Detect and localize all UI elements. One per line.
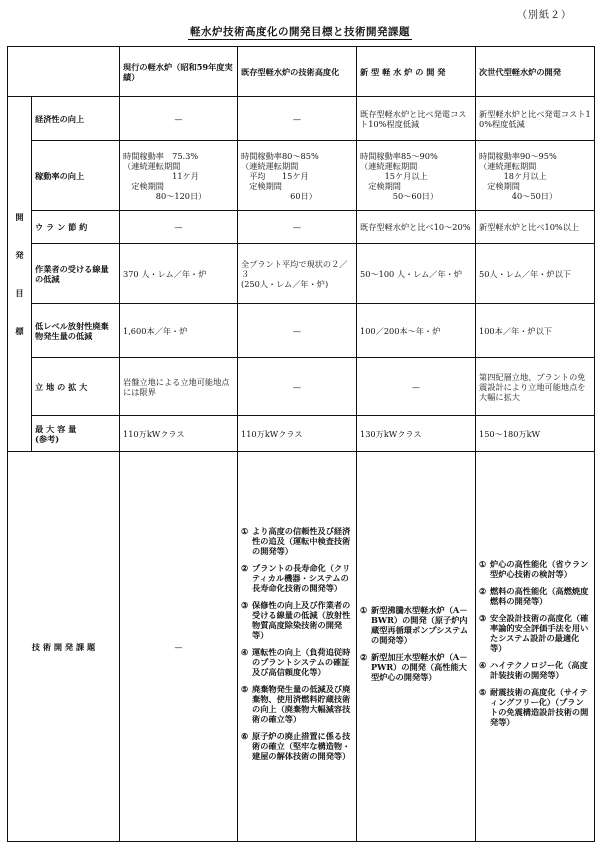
tech-cell-existing	[238, 452, 357, 842]
tech-text: 運転性の向上（負荷追従時のプラントシステムの確証及び高信頼度化等）	[252, 646, 351, 677]
goal-label: 低レベル放射性廃棄物発生量の低減	[32, 304, 120, 358]
tech-item	[241, 563, 353, 593]
tech-num: ②	[479, 586, 487, 596]
goal-cell: 新型軽水炉と比べ発電コスト10%程度低減	[476, 97, 595, 141]
tech-row	[8, 452, 595, 842]
goal-label: 作業者の受ける線量の低減	[32, 244, 120, 304]
goal-cell: —	[238, 304, 357, 358]
tech-text: 新型沸騰水型軽水炉（A－BWR）の開発（原子炉内蔵型再循環ポンプシステムの開発等）	[371, 604, 469, 645]
goal-cell: 50人・レム／年・炉以下	[476, 244, 595, 304]
tech-item	[360, 652, 472, 682]
tech-text: 原子炉の廃止措置に係る技術の確立（堅牢な構造物・建屋の解体技術の開発等）	[252, 730, 351, 761]
goal-row-siting	[8, 358, 595, 416]
goal-cell: 時間稼動率 75.3% （連続運転期間 11ケ月 定検期間 80〜120日）	[120, 141, 238, 211]
goal-label: 稼動率の向上	[32, 141, 120, 211]
goal-cell: —	[238, 211, 357, 244]
tech-cell-next	[476, 452, 595, 842]
goal-cell: 130万kWクラス	[357, 416, 476, 452]
tech-text: 新型加圧水型軽水炉（A－PWR）の開発（高性能大型炉心の開発等）	[371, 651, 468, 682]
tech-item	[360, 605, 472, 645]
col-header-current: 現行の軽水炉（昭和59年度実績）	[120, 47, 238, 97]
goal-label: 最 大 容 量 (参考)	[32, 416, 120, 452]
goal-cell: 150〜180万kW	[476, 416, 595, 452]
tech-num: ⑤	[479, 687, 487, 697]
tech-item	[241, 731, 353, 761]
goal-cell: 時間稼動率85〜90% （連続運転期間 15ケ月以上 定検期間 50〜60日）	[357, 141, 476, 211]
tech-text: 耐震技術の高度化（サイティングフリー化）（プラントの免震構造設計技術の開発等）	[490, 687, 589, 727]
goal-cell: 第四紀層立地、プラントの免震設計により立地可能地点を大幅に拡大	[476, 358, 595, 416]
tech-text: 炉心の高性能化（省ウラン型炉心技術の検討等）	[490, 559, 589, 579]
header-row	[8, 47, 595, 97]
tech-item	[479, 586, 591, 606]
goal-label: 経済性の向上	[32, 97, 120, 141]
goal-row-economy	[8, 97, 595, 141]
goal-cell: 既存型軽水炉と比べ発電コスト10%程度低減	[357, 97, 476, 141]
tech-item	[241, 684, 353, 724]
goal-cell: 新型軽水炉と比べ10%以上	[476, 211, 595, 244]
goal-cell: 110万kWクラス	[120, 416, 238, 452]
goal-cell: —	[357, 358, 476, 416]
tech-num: ⑥	[241, 730, 249, 741]
tech-num: ①	[241, 525, 249, 536]
goal-cell: 岩盤立地による立地可能地点には限界	[120, 358, 238, 416]
tech-text: 燃料の高性能化（高燃焼度燃料の開発等）	[490, 586, 589, 606]
goal-row-waste	[8, 304, 595, 358]
tech-item	[479, 559, 591, 579]
goal-row-uranium	[8, 211, 595, 244]
goal-cell: —	[238, 358, 357, 416]
document-title	[0, 24, 600, 39]
tech-num: ②	[241, 562, 249, 573]
tech-num: ④	[479, 660, 487, 670]
goal-cell: 110万kWクラス	[238, 416, 357, 452]
tech-item	[241, 600, 353, 640]
goal-label: 立 地 の 拡 大	[32, 358, 120, 416]
tech-text: 安全設計技術の高度化（確率論的安全評価手法を用いたシステム設計の最適化等）	[490, 613, 589, 653]
goal-row-dose	[8, 244, 595, 304]
tech-num: ③	[479, 613, 487, 623]
group-char: 発	[15, 250, 24, 260]
tech-text: 保修性の向上及び作業者の受ける線量の低減（放射性物質高度除染技術の開発等）	[252, 599, 351, 640]
tech-item	[241, 647, 353, 677]
tech-cell-current: —	[120, 452, 238, 842]
goal-row-max-capacity	[8, 416, 595, 452]
goal-cell: 全プラント平均で現状の２／３ (250人・レム／年・炉)	[238, 244, 357, 304]
goal-cell: 100／200本〜年・炉	[357, 304, 476, 358]
goal-cell: 時間稼動率80〜85% （連続運転期間 平均 15ケ月 定検期間 60日）	[238, 141, 357, 211]
tech-text: ハイテクノロジー化（高度計装技術の開発等）	[490, 660, 588, 680]
tech-num: ①	[360, 604, 368, 615]
group-char: 目	[15, 288, 24, 298]
goal-cell: —	[120, 211, 238, 244]
tech-item	[479, 687, 591, 727]
document-title-text: 軽水炉技術高度化の開発目標と技術開発課題	[190, 26, 410, 38]
tech-cell-new	[357, 452, 476, 842]
group-char: 標	[15, 326, 24, 336]
group-char: 開	[15, 212, 24, 222]
goal-cell: 50〜100 人・レム／年・炉	[357, 244, 476, 304]
tech-text: より高度の信頼性及び経済性の追及（運転中検査技術の開発等）	[252, 525, 351, 556]
tech-num: ①	[479, 559, 487, 569]
goal-cell: 1,600本／年・炉	[120, 304, 238, 358]
col-header-existing: 既存型軽水炉の技術高度化	[238, 47, 357, 97]
goal-row-capacity-factor	[8, 141, 595, 211]
tech-item	[241, 526, 353, 556]
col-header-next: 次世代型軽水炉の開発	[476, 47, 595, 97]
tech-item	[479, 660, 591, 680]
goal-cell: 370 人・レム／年・炉	[120, 244, 238, 304]
tech-num: ③	[241, 599, 249, 610]
tech-label: 技 術 開 発 課 題	[8, 452, 120, 842]
goal-cell: 既存型軽水炉と比べ10〜20%	[357, 211, 476, 244]
goal-cell: —	[238, 97, 357, 141]
goals-table	[7, 46, 595, 842]
tech-num: ②	[360, 651, 368, 662]
tech-text: 廃棄物発生量の低減及び廃棄物、使用済燃料貯蔵技術の向上（廃棄物大幅減容技術の確立等）	[252, 683, 351, 724]
col-header-new: 新 型 軽 水 炉 の 開 発	[357, 47, 476, 97]
goal-cell: —	[120, 97, 238, 141]
group-label-goals	[8, 97, 32, 452]
tech-num: ⑤	[241, 683, 249, 694]
annex-label: （別紙２）	[517, 10, 572, 21]
tech-item	[479, 613, 591, 653]
goal-cell: 時間稼動率90〜95% （連続運転期間 18ケ月以上 定検期間 40〜50日）	[476, 141, 595, 211]
goal-cell: 100本／年・炉以下	[476, 304, 595, 358]
header-corner	[8, 47, 120, 97]
tech-num: ④	[241, 646, 249, 657]
tech-text: プラントの長寿命化（クリティカル機器・システムの長寿命化技術の開発等）	[252, 562, 351, 593]
goal-label: ウ ラ ン 節 約	[32, 211, 120, 244]
